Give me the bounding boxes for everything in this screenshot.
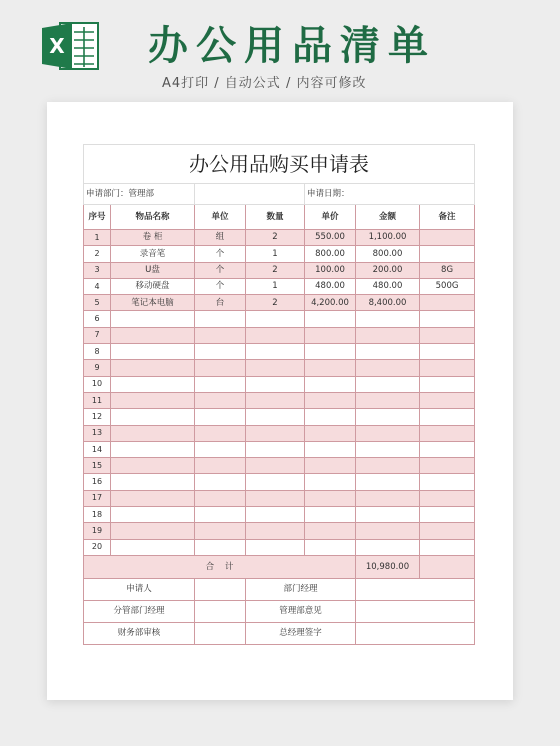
header-amount: 金额 bbox=[356, 205, 420, 230]
signature-field[interactable] bbox=[356, 622, 475, 644]
signature-label: 分管部门经理 bbox=[84, 600, 195, 622]
total-row bbox=[84, 555, 475, 578]
unit-cell[interactable] bbox=[195, 507, 246, 523]
row-no-cell[interactable]: 10 bbox=[84, 376, 111, 392]
item-name-cell[interactable] bbox=[111, 327, 195, 343]
unit-cell[interactable]: 台 bbox=[195, 295, 246, 311]
header-item-name: 物品名称 bbox=[111, 205, 195, 230]
unit-cell[interactable]: 个 bbox=[195, 246, 246, 262]
row-no-cell[interactable]: 5 bbox=[84, 295, 111, 311]
item-name-cell[interactable]: 移动硬盘 bbox=[111, 278, 195, 294]
total-amount: 10,980.00 bbox=[356, 555, 420, 578]
item-name-cell[interactable] bbox=[111, 311, 195, 327]
quantity-cell[interactable] bbox=[246, 392, 305, 408]
document-sheet bbox=[47, 102, 513, 700]
item-name-cell[interactable]: 笔记本电脑 bbox=[111, 295, 195, 311]
item-name-cell[interactable] bbox=[111, 523, 195, 539]
unit-price-cell[interactable] bbox=[305, 458, 356, 474]
form-title-row bbox=[84, 145, 475, 184]
table-row bbox=[84, 246, 475, 262]
amount-cell[interactable] bbox=[356, 474, 420, 490]
note-cell[interactable]: 500G bbox=[420, 278, 475, 294]
row-no-cell[interactable]: 9 bbox=[84, 360, 111, 376]
signature-label: 管理部意见 bbox=[246, 600, 356, 622]
unit-cell[interactable] bbox=[195, 392, 246, 408]
row-no-cell[interactable]: 14 bbox=[84, 441, 111, 457]
row-no-cell[interactable]: 4 bbox=[84, 278, 111, 294]
signature-label: 部门经理 bbox=[246, 578, 356, 600]
amount-cell[interactable] bbox=[356, 458, 420, 474]
unit-cell[interactable] bbox=[195, 441, 246, 457]
row-no-cell[interactable]: 20 bbox=[84, 539, 111, 555]
unit-price-cell[interactable] bbox=[305, 425, 356, 441]
table-row bbox=[84, 458, 475, 474]
signature-label: 总经理签字 bbox=[246, 622, 356, 644]
row-no-cell[interactable]: 13 bbox=[84, 425, 111, 441]
unit-price-cell[interactable] bbox=[305, 409, 356, 425]
item-name-cell[interactable] bbox=[111, 376, 195, 392]
info-row bbox=[84, 184, 475, 205]
unit-price-cell[interactable] bbox=[305, 474, 356, 490]
header-note: 备注 bbox=[420, 205, 475, 230]
quantity-cell[interactable] bbox=[246, 376, 305, 392]
logo-letter: X bbox=[49, 34, 65, 58]
quantity-cell[interactable] bbox=[246, 474, 305, 490]
quantity-cell[interactable] bbox=[246, 409, 305, 425]
unit-cell[interactable]: 个 bbox=[195, 262, 246, 278]
note-cell[interactable] bbox=[420, 311, 475, 327]
note-cell[interactable] bbox=[420, 327, 475, 343]
note-cell[interactable] bbox=[420, 490, 475, 506]
header-quantity: 数量 bbox=[246, 205, 305, 230]
row-no-cell[interactable]: 18 bbox=[84, 507, 111, 523]
table-row bbox=[84, 230, 475, 246]
amount-cell[interactable] bbox=[356, 523, 420, 539]
header-no: 序号 bbox=[84, 205, 111, 230]
table-row bbox=[84, 474, 475, 490]
unit-cell[interactable] bbox=[195, 409, 246, 425]
signature-field[interactable] bbox=[195, 622, 246, 644]
amount-cell[interactable]: 1,100.00 bbox=[356, 230, 420, 246]
unit-cell[interactable] bbox=[195, 376, 246, 392]
table-row bbox=[84, 344, 475, 360]
signature-field[interactable] bbox=[195, 578, 246, 600]
info-blank-cell[interactable] bbox=[246, 184, 305, 205]
form-title: 办公用品购买申请表 bbox=[84, 145, 475, 184]
table-row bbox=[84, 490, 475, 506]
table-row bbox=[84, 360, 475, 376]
signature-label: 申请人 bbox=[84, 578, 195, 600]
unit-cell[interactable] bbox=[195, 425, 246, 441]
item-name-cell[interactable]: 卷 柜 bbox=[111, 230, 195, 246]
date-value-cell[interactable] bbox=[420, 184, 475, 205]
unit-price-cell[interactable] bbox=[305, 392, 356, 408]
header-unit-price: 单价 bbox=[305, 205, 356, 230]
quantity-cell[interactable] bbox=[246, 425, 305, 441]
item-name-cell[interactable] bbox=[111, 458, 195, 474]
note-cell[interactable] bbox=[420, 409, 475, 425]
row-no-cell[interactable]: 2 bbox=[84, 246, 111, 262]
row-no-cell[interactable]: 7 bbox=[84, 327, 111, 343]
table-row bbox=[84, 409, 475, 425]
row-no-cell[interactable]: 16 bbox=[84, 474, 111, 490]
table-row bbox=[84, 441, 475, 457]
unit-price-cell[interactable] bbox=[305, 490, 356, 506]
table-row bbox=[84, 523, 475, 539]
unit-cell[interactable] bbox=[195, 458, 246, 474]
unit-cell[interactable] bbox=[195, 311, 246, 327]
unit-price-cell[interactable] bbox=[305, 360, 356, 376]
quantity-cell[interactable] bbox=[246, 507, 305, 523]
note-cell[interactable] bbox=[420, 376, 475, 392]
total-note-cell[interactable] bbox=[420, 555, 475, 578]
item-name-cell[interactable] bbox=[111, 507, 195, 523]
row-no-cell[interactable]: 19 bbox=[84, 523, 111, 539]
signature-field[interactable] bbox=[356, 578, 475, 600]
row-no-cell[interactable]: 15 bbox=[84, 458, 111, 474]
note-cell[interactable] bbox=[420, 360, 475, 376]
note-cell[interactable] bbox=[420, 425, 475, 441]
quantity-cell[interactable] bbox=[246, 523, 305, 539]
amount-cell[interactable] bbox=[356, 344, 420, 360]
signature-label: 财务部审核 bbox=[84, 622, 195, 644]
item-name-cell[interactable] bbox=[111, 441, 195, 457]
table-row bbox=[84, 376, 475, 392]
dept-blank-cell[interactable] bbox=[195, 184, 246, 205]
table-row bbox=[84, 295, 475, 311]
item-name-cell[interactable]: 录音笔 bbox=[111, 246, 195, 262]
amount-cell[interactable] bbox=[356, 539, 420, 555]
amount-cell[interactable] bbox=[356, 490, 420, 506]
quantity-cell[interactable]: 1 bbox=[246, 246, 305, 262]
signature-field[interactable] bbox=[356, 600, 475, 622]
row-no-cell[interactable]: 11 bbox=[84, 392, 111, 408]
unit-cell[interactable] bbox=[195, 539, 246, 555]
header-unit: 单位 bbox=[195, 205, 246, 230]
quantity-cell[interactable]: 2 bbox=[246, 295, 305, 311]
note-cell[interactable] bbox=[420, 474, 475, 490]
quantity-cell[interactable] bbox=[246, 458, 305, 474]
unit-price-cell[interactable] bbox=[305, 344, 356, 360]
amount-cell[interactable]: 480.00 bbox=[356, 278, 420, 294]
item-name-cell[interactable] bbox=[111, 490, 195, 506]
row-no-cell[interactable]: 12 bbox=[84, 409, 111, 425]
column-header-row bbox=[84, 205, 475, 230]
quantity-cell[interactable] bbox=[246, 327, 305, 343]
unit-price-cell[interactable] bbox=[305, 507, 356, 523]
amount-cell[interactable]: 800.00 bbox=[356, 246, 420, 262]
amount-cell[interactable]: 8,400.00 bbox=[356, 295, 420, 311]
item-name-cell[interactable] bbox=[111, 344, 195, 360]
unit-cell[interactable]: 个 bbox=[195, 278, 246, 294]
row-no-cell[interactable]: 17 bbox=[84, 490, 111, 506]
page-title: 办公用品清单 bbox=[148, 22, 436, 69]
note-cell[interactable] bbox=[420, 246, 475, 262]
unit-cell[interactable] bbox=[195, 474, 246, 490]
purchase-request-table bbox=[83, 144, 475, 645]
amount-cell[interactable] bbox=[356, 327, 420, 343]
item-name-cell[interactable]: U盘 bbox=[111, 262, 195, 278]
amount-cell[interactable] bbox=[356, 392, 420, 408]
table-row bbox=[84, 392, 475, 408]
amount-cell[interactable] bbox=[356, 507, 420, 523]
excel-icon bbox=[40, 21, 100, 71]
note-cell[interactable] bbox=[420, 295, 475, 311]
quantity-cell[interactable]: 2 bbox=[246, 230, 305, 246]
unit-price-cell[interactable]: 100.00 bbox=[305, 262, 356, 278]
dept-field[interactable]: 申请部门：管理部 bbox=[84, 184, 195, 205]
unit-cell[interactable]: 组 bbox=[195, 230, 246, 246]
total-label: 合 计 bbox=[84, 555, 356, 578]
note-cell[interactable] bbox=[420, 392, 475, 408]
item-name-cell[interactable] bbox=[111, 409, 195, 425]
quantity-cell[interactable] bbox=[246, 344, 305, 360]
form-body bbox=[84, 145, 475, 645]
unit-cell[interactable] bbox=[195, 360, 246, 376]
unit-cell[interactable] bbox=[195, 523, 246, 539]
table-row bbox=[84, 327, 475, 343]
date-field[interactable]: 申请日期： bbox=[305, 184, 420, 205]
quantity-cell[interactable] bbox=[246, 360, 305, 376]
item-name-cell[interactable] bbox=[111, 360, 195, 376]
note-cell[interactable] bbox=[420, 523, 475, 539]
unit-price-cell[interactable] bbox=[305, 327, 356, 343]
amount-cell[interactable] bbox=[356, 360, 420, 376]
note-cell[interactable] bbox=[420, 458, 475, 474]
unit-price-cell[interactable] bbox=[305, 311, 356, 327]
item-name-cell[interactable] bbox=[111, 539, 195, 555]
table-row bbox=[84, 311, 475, 327]
quantity-cell[interactable] bbox=[246, 490, 305, 506]
amount-cell[interactable] bbox=[356, 409, 420, 425]
table-row bbox=[84, 507, 475, 523]
quantity-cell[interactable]: 2 bbox=[246, 262, 305, 278]
amount-cell[interactable] bbox=[356, 441, 420, 457]
quantity-cell[interactable] bbox=[246, 441, 305, 457]
unit-price-cell[interactable] bbox=[305, 441, 356, 457]
amount-cell[interactable]: 200.00 bbox=[356, 262, 420, 278]
note-cell[interactable] bbox=[420, 539, 475, 555]
unit-price-cell[interactable] bbox=[305, 376, 356, 392]
unit-price-cell[interactable] bbox=[305, 539, 356, 555]
signature-row bbox=[84, 622, 475, 644]
unit-price-cell[interactable]: 550.00 bbox=[305, 230, 356, 246]
note-cell[interactable] bbox=[420, 230, 475, 246]
unit-price-cell[interactable]: 480.00 bbox=[305, 278, 356, 294]
table-row bbox=[84, 425, 475, 441]
unit-price-cell[interactable]: 4,200.00 bbox=[305, 295, 356, 311]
quantity-cell[interactable] bbox=[246, 311, 305, 327]
amount-cell[interactable] bbox=[356, 376, 420, 392]
note-cell[interactable] bbox=[420, 344, 475, 360]
row-no-cell[interactable]: 3 bbox=[84, 262, 111, 278]
page-subtitle: A4打印 / 自动公式 / 内容可修改 bbox=[162, 76, 367, 91]
table-row bbox=[84, 278, 475, 294]
quantity-cell[interactable] bbox=[246, 539, 305, 555]
table-row bbox=[84, 262, 475, 278]
item-name-cell[interactable] bbox=[111, 425, 195, 441]
unit-cell[interactable] bbox=[195, 490, 246, 506]
unit-price-cell[interactable]: 800.00 bbox=[305, 246, 356, 262]
row-no-cell[interactable]: 8 bbox=[84, 344, 111, 360]
table-row bbox=[84, 539, 475, 555]
item-name-cell[interactable] bbox=[111, 474, 195, 490]
signature-field[interactable] bbox=[195, 600, 246, 622]
quantity-cell[interactable]: 1 bbox=[246, 278, 305, 294]
note-cell[interactable] bbox=[420, 507, 475, 523]
note-cell[interactable]: 8G bbox=[420, 262, 475, 278]
unit-cell[interactable] bbox=[195, 327, 246, 343]
row-no-cell[interactable]: 6 bbox=[84, 311, 111, 327]
signature-row bbox=[84, 600, 475, 622]
note-cell[interactable] bbox=[420, 441, 475, 457]
unit-price-cell[interactable] bbox=[305, 523, 356, 539]
page-header bbox=[0, 0, 560, 100]
amount-cell[interactable] bbox=[356, 425, 420, 441]
signature-row bbox=[84, 578, 475, 600]
unit-cell[interactable] bbox=[195, 344, 246, 360]
amount-cell[interactable] bbox=[356, 311, 420, 327]
item-name-cell[interactable] bbox=[111, 392, 195, 408]
row-no-cell[interactable]: 1 bbox=[84, 230, 111, 246]
